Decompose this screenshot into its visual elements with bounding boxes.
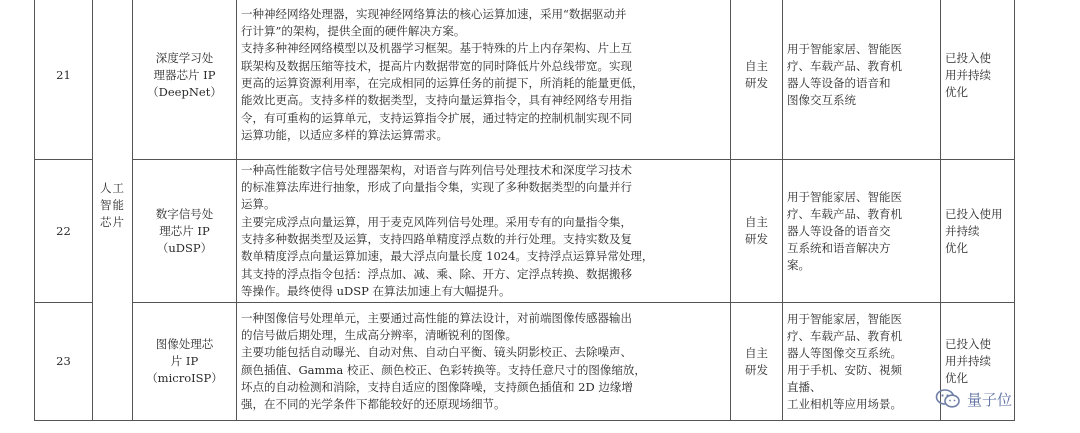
application-cell: 用于智能家居，智能医 疗、车载产品、教育机 器人等图像交互系统。 用于手机、安防、視频 直播、 工业相机等应用场景。 [783,303,941,421]
product-name: 图像处理芯 片 IP （microISP） [133,303,237,421]
row-number: 23 [35,303,93,421]
table-row [35,303,1015,421]
status-cell: 已投入使 用并持续 优化 [941,303,1015,421]
spec-table [34,0,1015,421]
row-number: 21 [35,0,93,160]
status-cell: 已投入使用 并持续 优化 [941,160,1015,303]
product-description: 一种高性能数字信号处理器架构，对语音与阵列信号处理技术和深度学习技术 的标准算法库进行抽象，形成了向量指令集，实现了多种数据类型的向量并行 运算。 主要完成浮点向量运算，用于麦克风阵列信号处理。采用专有的向量指令集， 支持多种数据类型及运算，支持四路单精度浮点数的并行处理。支持实数及复 数单精度浮点向量运算加速，最大浮点向量长度 1024。支持浮点运算异常处理， 其支持的浮点指令包括：浮点加、减、乘、除、开方、定浮点转换、数据搬移 等操作。最终使得 uDSP 在算法加速上有大幅提升。 [237,160,731,303]
application-cell: 用于智能家居、智能医 疗、车载产品、教育机 器人等设备的语音和 图像交互系统 [783,0,941,160]
product-description: 一种神经网络处理器，实现神经网络算法的核心运算加速，采用“数据驱动并 行计算”的架构，提供全面的硬件解决方案。 支持多种神经网络模型以及机器学习框架。基于特殊的片上内存架构、片上互 联架构及数据压缩等技术，提高片内数据带宽的同时降低片外总线带宽。实现 更高的运算资源利用率，在完成相同的运算任务的前提下，所消耗的能量更低， 能效比更高。支持多样的数据类型，支持向量运算指令，具有神经网络专用指 令，有可重构的运算单元，支持运算指令扩展，通过特定的控制机制实现不同 运算功能，以适应多样的算法运算需求。 [237,0,731,160]
application-cell: 用于智能家居、智能医 疗、车载产品、教育机 器人等设备的语音交 互系统和语音解决方 案。 [783,160,941,303]
table-row [35,0,1015,160]
watermark-text: 量子位 [967,390,1013,409]
row-number: 22 [35,160,93,303]
source-cell: 自主 研发 [731,0,783,160]
product-name: 深度学习处 理器芯片 IP （DeepNet） [133,0,237,160]
status-cell: 已投入使 用并持续 优化 [941,0,1015,160]
wechat-icon [935,386,961,412]
product-description: 一种图像信号处理单元，主要通过高性能的算法设计，对前端图像传感器输出 的信号做后期处理，生成高分辨率，清晰锐利的图像。 主要功能包括自动曝光、自动对焦、自动白平衡、镜头阴影校正、去除噪声、 颜色插值、Gamma 校正、颜色校正、色彩转换等。支持任意尺寸的图像缩放， 坏点的自动检测和消除，支持自适应的图像降噪，支持颜色插值和 2D 边缘增 强，在不同的光学条件下都能较好的还原现场细节。 [237,303,731,421]
product-name: 数字信号处 理芯片 IP （uDSP） [133,160,237,303]
table-row [35,160,1015,303]
category-label: 人工 智能 芯片 [100,181,125,229]
source-cell: 自主 研发 [731,160,783,303]
source-cell: 自主 研发 [731,303,783,421]
watermark [935,386,1012,412]
category-cell [93,0,133,421]
